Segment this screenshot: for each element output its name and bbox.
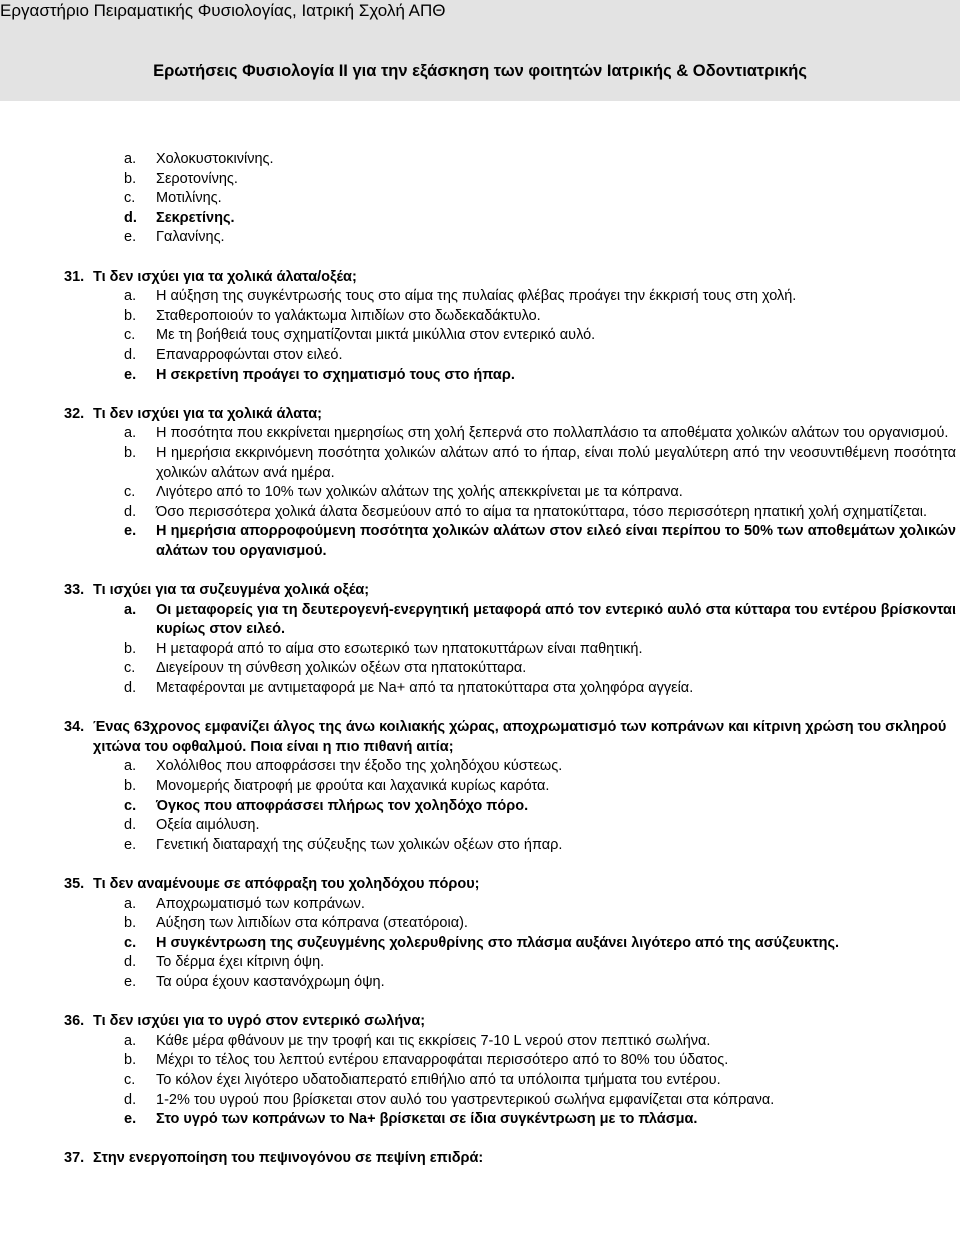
question-block bbox=[64, 1012, 956, 1130]
option-letter: c. bbox=[124, 797, 137, 814]
answer-option bbox=[64, 307, 956, 327]
option-text: Σεροτονίνης. bbox=[156, 170, 238, 187]
question-text: Στην ενεργοποίηση του πεψινογόνου σε πεψίνη επιδρά: bbox=[93, 1150, 484, 1167]
option-letter: a. bbox=[124, 758, 137, 775]
option-letter: b. bbox=[124, 1052, 137, 1069]
question-number: 36. bbox=[64, 1013, 85, 1030]
option-text: Μοτιλίνης. bbox=[156, 190, 222, 207]
option-letter: a. bbox=[124, 895, 137, 912]
question-content bbox=[64, 150, 956, 1188]
option-letter: c. bbox=[124, 934, 137, 951]
option-text: Μεταφέρονται με αντιμεταφορά με Na+ από τα ηπατοκύτταρα στα χοληφόρα αγγεία. bbox=[156, 680, 694, 697]
option-letter: d. bbox=[124, 1091, 137, 1108]
question-text: Τι δεν ισχύει για το υγρό στον εντερικό σωλήνα; bbox=[93, 1013, 426, 1030]
option-text: Διεγείρουν τη σύνθεση χολικών οξέων στα ηπατοκύτταρα. bbox=[156, 660, 527, 677]
option-letter: a. bbox=[124, 151, 137, 167]
question-block bbox=[64, 405, 956, 562]
option-letter: d. bbox=[124, 817, 137, 834]
option-letter: c. bbox=[124, 190, 136, 207]
option-text: Επαναρροφώνται στον ειλεό. bbox=[156, 346, 343, 363]
answer-option bbox=[64, 757, 956, 777]
option-letter: e. bbox=[124, 836, 137, 853]
option-text: Η ποσότητα που εκκρίνεται ημερησίως στη χολή ξεπερνά στο πολλαπλάσιο τα αποθέματα χολικών αλάτων του οργανισμού. bbox=[156, 425, 949, 442]
option-text: Όγκος που αποφράσσει πλήρως τον χοληδόχο πόρο. bbox=[156, 797, 529, 814]
answer-option bbox=[64, 522, 956, 561]
option-text: Οι μεταφορείς για τη δευτερογενή-ενεργητική μεταφορά από τον εντερικό αυλό στα κύτταρα του εντέρου βρίσκονται κυρίως στον ειλεό. bbox=[156, 601, 956, 638]
option-letter: a. bbox=[124, 425, 137, 442]
option-text: Η σεκρετίνη προάγει το σχηματισμό τους στο ήπαρ. bbox=[156, 366, 515, 383]
option-letter: c. bbox=[124, 660, 136, 677]
question-title bbox=[64, 1012, 956, 1032]
answer-option bbox=[64, 326, 956, 346]
answer-option bbox=[64, 503, 956, 523]
option-text: Σεκρετίνης. bbox=[156, 209, 235, 226]
question-text: Τι ισχύει για τα συζευγμένα χολικά οξέα; bbox=[93, 582, 370, 599]
answer-option bbox=[64, 973, 956, 993]
question-title bbox=[64, 1149, 956, 1169]
answer-option bbox=[64, 895, 956, 915]
question-number: 34. bbox=[64, 719, 85, 736]
option-text: Το κόλον έχει λιγότερο υδατοδιαπερατό επιθήλιο από τα υπόλοιπα τμήματα του εντέρου. bbox=[156, 1071, 721, 1088]
question-block bbox=[64, 718, 956, 855]
answer-option bbox=[64, 1051, 956, 1071]
institution-name: Εργαστήριο Πειραματικής Φυσιολογίας, Ιατρική Σχολή ΑΠΘ bbox=[0, 1, 446, 20]
question-title bbox=[64, 718, 956, 757]
answer-option bbox=[64, 424, 956, 444]
option-letter: a. bbox=[124, 601, 137, 618]
question-block bbox=[64, 268, 956, 386]
answer-option bbox=[64, 346, 956, 366]
option-letter: d. bbox=[124, 503, 137, 520]
option-letter: c. bbox=[124, 1071, 136, 1088]
question-number: 37. bbox=[64, 1150, 85, 1167]
answer-option bbox=[64, 444, 956, 483]
option-text: Η ημερήσια απορροφούμενη ποσότητα χολικών αλάτων στον ειλεό είναι περίπου το 50% των αποθεμάτων χολικών αλάτων του οργανισμού. bbox=[156, 523, 956, 559]
answer-option bbox=[64, 914, 956, 934]
option-letter: a. bbox=[124, 1032, 137, 1049]
question-text: Τι δεν αναμένουμε σε απόφραξη του χοληδόχου πόρου; bbox=[93, 875, 480, 892]
option-text: Το δέρμα έχει κίτρινη όψη. bbox=[156, 954, 325, 971]
answer-option bbox=[64, 640, 956, 660]
answer-option bbox=[64, 797, 956, 817]
answer-option bbox=[64, 1071, 956, 1091]
answer-option bbox=[64, 228, 956, 248]
answer-option bbox=[64, 777, 956, 797]
option-letter: c. bbox=[124, 484, 136, 501]
answer-option bbox=[64, 170, 956, 190]
page-header bbox=[0, 0, 960, 101]
option-letter: b. bbox=[124, 915, 137, 932]
question-title bbox=[64, 405, 956, 425]
answer-option bbox=[64, 209, 956, 229]
option-text: Στο υγρό των κοπράνων το Na+ βρίσκεται σε ίδια συγκέντρωση με το πλάσμα. bbox=[156, 1111, 698, 1128]
option-letter: d. bbox=[124, 954, 137, 971]
answer-option bbox=[64, 1110, 956, 1130]
question-text: Τι δεν ισχύει για τα χολικά άλατα; bbox=[93, 405, 322, 422]
answer-option bbox=[64, 483, 956, 503]
option-text: Σταθεροποιούν το γαλάκτωμα λιπιδίων στο δωδεκαδάκτυλο. bbox=[156, 307, 541, 324]
option-text: Αύξηση των λιπιδίων στα κόπρανα (στεατόροια). bbox=[156, 915, 468, 932]
option-text: Η συγκέντρωση της συζευγμένης χολερυθρίνης στο πλάσμα αυξάνει λιγότερο από της ασύζευκτης. bbox=[156, 934, 840, 951]
option-text: Λιγότερο από το 10% των χολικών αλάτων της χολής απεκκρίνεται με τα κόπρανα. bbox=[156, 484, 683, 501]
option-text: Με τη βοήθειά τους σχηματίζονται μικτά μικύλλια στον εντερικό αυλό. bbox=[156, 327, 596, 344]
option-letter: b. bbox=[124, 307, 137, 324]
answer-option bbox=[64, 150, 956, 170]
option-letter: b. bbox=[124, 170, 137, 187]
option-text: Χολόλιθος που αποφράσσει την έξοδο της χοληδόχου κύστεως. bbox=[156, 758, 563, 775]
option-letter: e. bbox=[124, 1111, 137, 1128]
answer-option bbox=[64, 189, 956, 209]
answer-option bbox=[64, 816, 956, 836]
answer-option bbox=[64, 287, 956, 307]
option-text: Μονομερής διατροφή με φρούτα και λαχανικά κυρίως καρότα. bbox=[156, 778, 550, 794]
continued-question-options bbox=[64, 150, 956, 248]
question-text: Ένας 63χρονος εμφανίζει άλγος της άνω κοιλιακής χώρας, αποχρωματισμό των κοπράνων και κίτρινη χρώση του σκληρού χιτώνα του οφθαλμού. Ποια είναι η πιο πιθανή αιτία; bbox=[93, 719, 947, 755]
question-number: 32. bbox=[64, 405, 85, 422]
option-text: Τα ούρα έχουν καστανόχρωμη όψη. bbox=[156, 973, 385, 990]
answer-option bbox=[64, 679, 956, 699]
option-text: Γενετική διαταραχή της σύζευξης των χολικών οξέων στο ήπαρ. bbox=[156, 836, 563, 853]
option-letter: b. bbox=[124, 778, 137, 794]
answer-option bbox=[64, 1032, 956, 1052]
question-text: Τι δεν ισχύει για τα χολικά άλατα/οξέα; bbox=[93, 268, 357, 285]
option-letter: a. bbox=[124, 288, 137, 305]
answer-option bbox=[64, 836, 956, 856]
option-text: Η αύξηση της συγκέντρωσής τους στο αίμα της πυλαίας φλέβας προάγει την έκκρισή τους στη χολή. bbox=[156, 288, 797, 305]
option-letter: d. bbox=[124, 680, 137, 697]
question-title bbox=[64, 875, 956, 895]
answer-option bbox=[64, 934, 956, 954]
option-text: Η μεταφορά από το αίμα στο εσωτερικό των ηπατοκυττάρων είναι παθητική. bbox=[156, 640, 643, 657]
question-number: 35. bbox=[64, 875, 85, 892]
option-letter: e. bbox=[124, 523, 137, 540]
answer-option bbox=[64, 601, 956, 640]
option-text: 1-2% του υγρού που βρίσκεται στον αυλό του γαστρεντερικού σωλήνα εμφανίζεται στα κόπρανα. bbox=[156, 1091, 775, 1108]
answer-option bbox=[64, 659, 956, 679]
question-block bbox=[64, 1149, 956, 1169]
question-number: 33. bbox=[64, 582, 85, 599]
option-text: Όσο περισσότερα χολικά άλατα δεσμεύουν από το αίμα τα ηπατοκύτταρα, τόσο περισσότερη ηπατική χολή σχηματίζεται. bbox=[156, 503, 928, 520]
option-text: Κάθε μέρα φθάνουν με την τροφή και τις εκκρίσεις 7-10 L νερού στον πεπτικό σωλήνα. bbox=[156, 1032, 711, 1049]
question-block bbox=[64, 875, 956, 993]
question-title bbox=[64, 268, 956, 288]
option-text: Αποχρωματισμό των κοπράνων. bbox=[156, 895, 365, 912]
option-text: Οξεία αιμόλυση. bbox=[156, 817, 260, 834]
option-text: Μέχρι το τέλος του λεπτού εντέρου επαναρροφάται περισσότερο από το 80% του ύδατος. bbox=[156, 1052, 729, 1069]
option-letter: d. bbox=[124, 209, 137, 226]
question-list bbox=[64, 268, 956, 1169]
answer-option bbox=[64, 366, 956, 386]
option-letter: e. bbox=[124, 366, 137, 383]
answer-option bbox=[64, 1091, 956, 1111]
document-subtitle: Ερωτήσεις Φυσιολογία ΙΙ για την εξάσκηση των φοιτητών Ιατρικής & Οδοντιατρικής bbox=[153, 62, 807, 80]
option-letter: d. bbox=[124, 346, 137, 363]
question-block bbox=[64, 581, 956, 699]
option-letter: e. bbox=[124, 229, 137, 246]
answer-option bbox=[64, 953, 956, 973]
question-number: 31. bbox=[64, 268, 85, 285]
option-letter: e. bbox=[124, 973, 137, 990]
option-letter: b. bbox=[124, 640, 137, 657]
option-text: Χολοκυστοκινίνης. bbox=[156, 151, 274, 167]
option-text: Η ημερήσια εκκρινόμενη ποσότητα χολικών αλάτων από το ήπαρ, είναι πολύ μεγαλύτερη από την νεοσυντιθέμενη ποσότητα χολικών αλάτων ανά ημέρα. bbox=[156, 444, 956, 481]
question-title bbox=[64, 581, 956, 601]
option-letter: b. bbox=[124, 444, 137, 461]
option-letter: c. bbox=[124, 327, 136, 344]
option-text: Γαλανίνης. bbox=[156, 229, 225, 246]
